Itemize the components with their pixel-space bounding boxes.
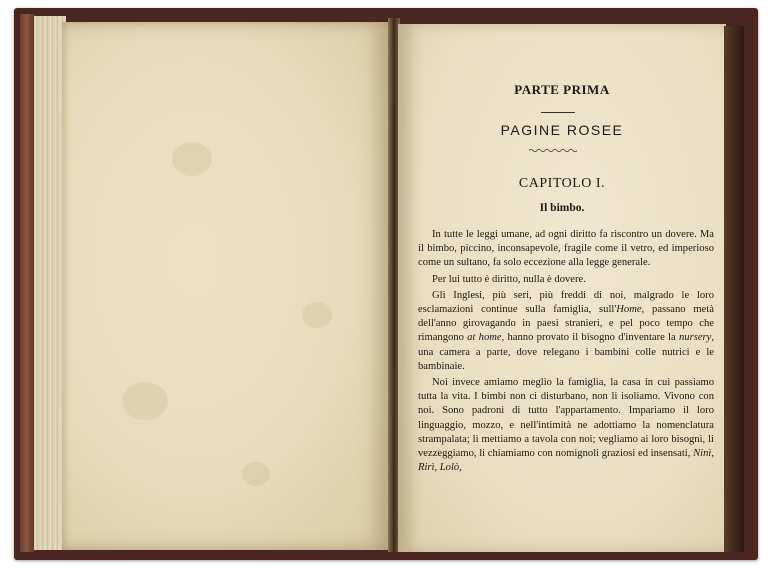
paragraph [418, 228, 714, 271]
paragraph-text: Per lui tutto è diritto, nulla è dovere. [432, 273, 586, 285]
paragraph [418, 376, 714, 475]
back-cover-edge [724, 26, 744, 552]
paragraph [418, 273, 714, 287]
foxing-spot [242, 462, 270, 486]
chapter-subtitle: Il bimbo. [539, 202, 585, 214]
italic-text: Home [616, 304, 642, 316]
paragraph-text: Noi invece amiamo meglio la famiglia, la casa in cui passiamo tutta la vita. I bimbi non ci disturbano, non li isoliamo. Vivono con noi. Sono padroni di tutto l'appartamento. Impariamo il loro linguaggio, mozzo, e nell'intimità ne adottiamo la nomenclatura strampalata; li mettiamo a tavola con noi; vegliamo ai loro bisogni, li vezzeggiamo, li chiamiamo con nomignoli graziosi ed insensati, [418, 377, 714, 460]
paragraph-text: In tutte le leggi umane, ad ogni diritto fa riscontro un dovere. Ma il bimbo, piccino, inconsapevole, fragile come il vetro, ed imperioso come un sultano, fa solo eccezione alla legge generale. [418, 229, 714, 269]
foxing-spot [172, 142, 212, 176]
foxing-spot [302, 302, 332, 328]
part-heading: PARTE PRIMA [514, 82, 610, 97]
paragraph-text: , passano metà dell'anno girovagando in paesi stranieri, e pel poco tempo che rimangono [418, 304, 714, 344]
italic-text: Ninì, Rirì, Lolò, [418, 448, 714, 474]
left-page-blank [62, 22, 392, 550]
italic-text: at home [467, 332, 502, 344]
italic-text: nursery [678, 332, 712, 344]
paragraph-text: , hanno provato il bisogno d'inventare la [501, 332, 679, 344]
foxing-spot [122, 382, 168, 420]
paragraph [418, 289, 714, 374]
ornament-divider [529, 148, 577, 153]
paragraph-text: , una camera a parte, dove relegano i bambini colle nutrici e le bambinaie. [418, 332, 715, 372]
right-page [398, 24, 726, 552]
body-text [418, 228, 714, 475]
heading-rule [541, 112, 575, 113]
chapter-heading: CAPITOLO I. [518, 176, 606, 191]
paragraph-text: Gli Inglesi, più seri, più freddi di noi, malgrado le loro esclamazioni continue sulla famiglia, sull' [418, 289, 714, 316]
section-heading: PAGINE ROSEE [500, 122, 624, 138]
